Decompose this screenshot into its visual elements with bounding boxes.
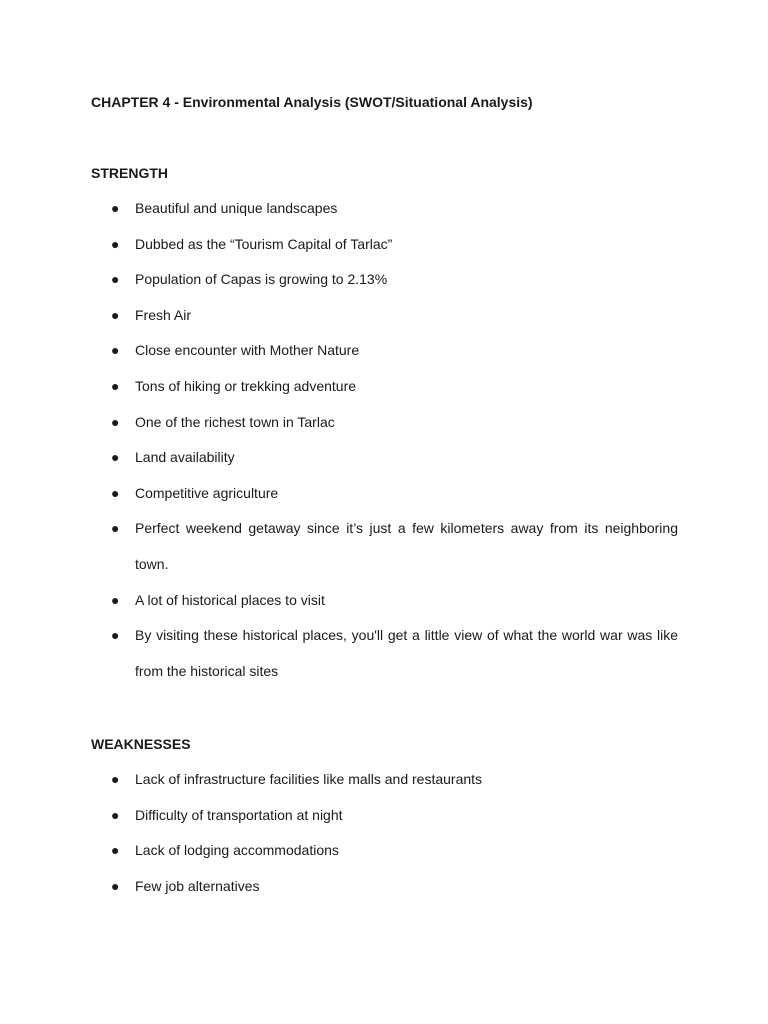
chapter-title: CHAPTER 4 - Environmental Analysis (SWOT/Situational Analysis) <box>91 94 533 110</box>
strength-section <box>91 163 678 689</box>
list-item <box>91 869 678 905</box>
list-item-text: A lot of historical places to visit <box>135 591 325 608</box>
list-item <box>91 833 678 869</box>
bullet-icon: ● <box>111 627 120 644</box>
heading-spacer <box>91 754 678 762</box>
list-item-text: Lack of lodging accommodations <box>135 842 339 859</box>
weaknesses-section <box>91 734 678 904</box>
list-item-text: Dubbed as the “Tourism Capital of Tarlac” <box>135 235 393 252</box>
bullet-icon: ● <box>111 842 120 859</box>
bullet-icon: ● <box>111 413 120 430</box>
list-item <box>91 440 678 476</box>
list-item-text: Difficulty of transportation at night <box>135 806 343 823</box>
bullet-icon: ● <box>111 877 120 894</box>
list-item-text: Few job alternatives <box>135 877 260 894</box>
list-item-text: Tons of hiking or trekking adventure <box>135 377 357 394</box>
list-item-text: Perfect weekend getaway since it’s just a few kilometers away from its neighboring town. <box>135 520 678 572</box>
weaknesses-heading: WEAKNESSES <box>91 736 191 752</box>
bullet-icon: ● <box>111 591 120 608</box>
list-item-text: Population of Capas is growing to 2.13% <box>135 271 388 288</box>
list-item-text: Close encounter with Mother Nature <box>135 342 360 359</box>
list-item <box>91 262 678 298</box>
heading-spacer <box>91 183 678 191</box>
list-item <box>91 798 678 834</box>
list-item <box>91 298 678 334</box>
bullet-icon: ● <box>111 377 120 394</box>
bullet-icon: ● <box>111 484 120 501</box>
list-item-text: Lack of infrastructure facilities like malls and restaurants <box>135 771 483 787</box>
bullet-icon: ● <box>111 235 120 252</box>
bullet-icon: ● <box>111 449 120 466</box>
list-item-text: Fresh Air <box>135 306 192 323</box>
list-item <box>91 191 678 227</box>
list-item-text: By visiting these historical places, you'll get a little view of what the world war was like from the historical sites <box>135 627 678 679</box>
bullet-icon: ● <box>111 342 120 359</box>
bullet-icon: ● <box>111 271 120 288</box>
weaknesses-list <box>91 762 678 904</box>
list-item <box>91 511 678 582</box>
bullet-icon: ● <box>111 520 120 537</box>
list-item <box>91 369 678 405</box>
list-item <box>91 618 678 689</box>
list-item-text: One of the richest town in Tarlac <box>135 413 335 430</box>
list-item <box>91 405 678 441</box>
list-item <box>91 333 678 369</box>
list-item <box>91 762 678 798</box>
list-item <box>91 583 678 619</box>
bullet-icon: ● <box>111 771 120 787</box>
list-item-text: Land availability <box>135 449 235 466</box>
bullet-icon: ● <box>111 200 120 216</box>
list-item-text: Beautiful and unique landscapes <box>135 200 338 216</box>
bullet-icon: ● <box>111 306 120 323</box>
list-item-text: Competitive agriculture <box>135 484 279 501</box>
list-item <box>91 227 678 263</box>
list-item <box>91 476 678 512</box>
bullet-icon: ● <box>111 806 120 823</box>
strength-heading: STRENGTH <box>91 165 168 181</box>
strength-list <box>91 191 678 689</box>
